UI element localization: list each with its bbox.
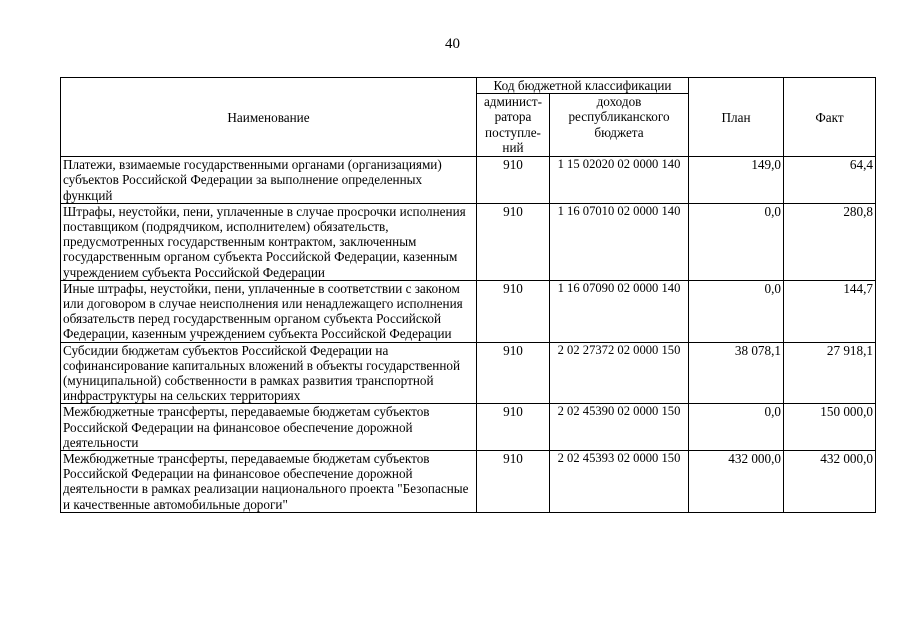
row-fact-value: 27 918,1 — [784, 342, 876, 404]
row-plan-value: 149,0 — [689, 157, 784, 204]
row-plan-value: 0,0 — [689, 280, 784, 342]
row-name: Иные штрафы, неустойки, пени, уплаченные в соответствии с законом или договором в случае неисполнения или ненадлежащего исполнения обязательств перед государственным органом субъекта Российской Федерации, казенным учреждением субъекта Российской Федерации — [61, 280, 477, 342]
row-name: Межбюджетные трансферты, передаваемые бюджетам субъектов Российской Федерации на финансовое обеспечение дорожной деятельности в рамках реализации национального проекта "Безопасные и качественные автомобильные дороги" — [61, 451, 477, 513]
row-budget-code: 1 16 07090 02 0000 140 — [550, 280, 689, 342]
row-name: Субсидии бюджетам субъектов Российской Федерации на софинансирование капитальных вложений в объекты государственной (муниципальной) собственности в рамках развития транспортной инфраструктуры на сельских территориях — [61, 342, 477, 404]
row-fact-value: 150 000,0 — [784, 404, 876, 451]
row-name: Платежи, взимаемые государственными органами (организациями) субъектов Российской Федерации за выполнение определенных функций — [61, 157, 477, 204]
row-admin-code: 910 — [477, 280, 550, 342]
header-code-group: Код бюджетной классификации — [477, 78, 689, 94]
table-body — [61, 157, 876, 513]
header-name: Наименование — [61, 78, 477, 157]
row-plan-value: 432 000,0 — [689, 451, 784, 513]
row-admin-code: 910 — [477, 342, 550, 404]
row-fact-value: 64,4 — [784, 157, 876, 204]
header-fact: Факт — [784, 78, 876, 157]
row-plan-value: 0,0 — [689, 404, 784, 451]
row-budget-code: 2 02 45390 02 0000 150 — [550, 404, 689, 451]
row-budget-code: 1 15 02020 02 0000 140 — [550, 157, 689, 204]
row-name: Межбюджетные трансферты, передаваемые бюджетам субъектов Российской Федерации на финансовое обеспечение дорожной деятельности — [61, 404, 477, 451]
row-admin-code: 910 — [477, 203, 550, 280]
page-number: 40 — [445, 36, 460, 52]
budget-table — [60, 77, 876, 513]
row-fact-value: 432 000,0 — [784, 451, 876, 513]
table-row — [61, 203, 876, 280]
table-row — [61, 404, 876, 451]
row-budget-code: 2 02 45393 02 0000 150 — [550, 451, 689, 513]
row-budget-code: 1 16 07010 02 0000 140 — [550, 203, 689, 280]
table-row — [61, 451, 876, 513]
header-income: доходов республиканского бюджета — [550, 94, 689, 157]
table-row — [61, 157, 876, 204]
row-fact-value: 144,7 — [784, 280, 876, 342]
row-fact-value: 280,8 — [784, 203, 876, 280]
row-admin-code: 910 — [477, 451, 550, 513]
row-name: Штрафы, неустойки, пени, уплаченные в случае просрочки исполнения поставщиком (подрядчиком, исполнителем) обязательств, предусмотренных государственным контрактом, заключенным государственным органом субъекта Российской Федерации, казенным учреждением субъекта Российской Федерации — [61, 203, 477, 280]
row-plan-value: 38 078,1 — [689, 342, 784, 404]
table-row — [61, 280, 876, 342]
row-admin-code: 910 — [477, 157, 550, 204]
header-plan: План — [689, 78, 784, 157]
row-budget-code: 2 02 27372 02 0000 150 — [550, 342, 689, 404]
table-row — [61, 342, 876, 404]
row-admin-code: 910 — [477, 404, 550, 451]
header-admin: админист-ратора поступле-ний — [477, 94, 550, 157]
row-plan-value: 0,0 — [689, 203, 784, 280]
header-row-1 — [61, 78, 876, 94]
